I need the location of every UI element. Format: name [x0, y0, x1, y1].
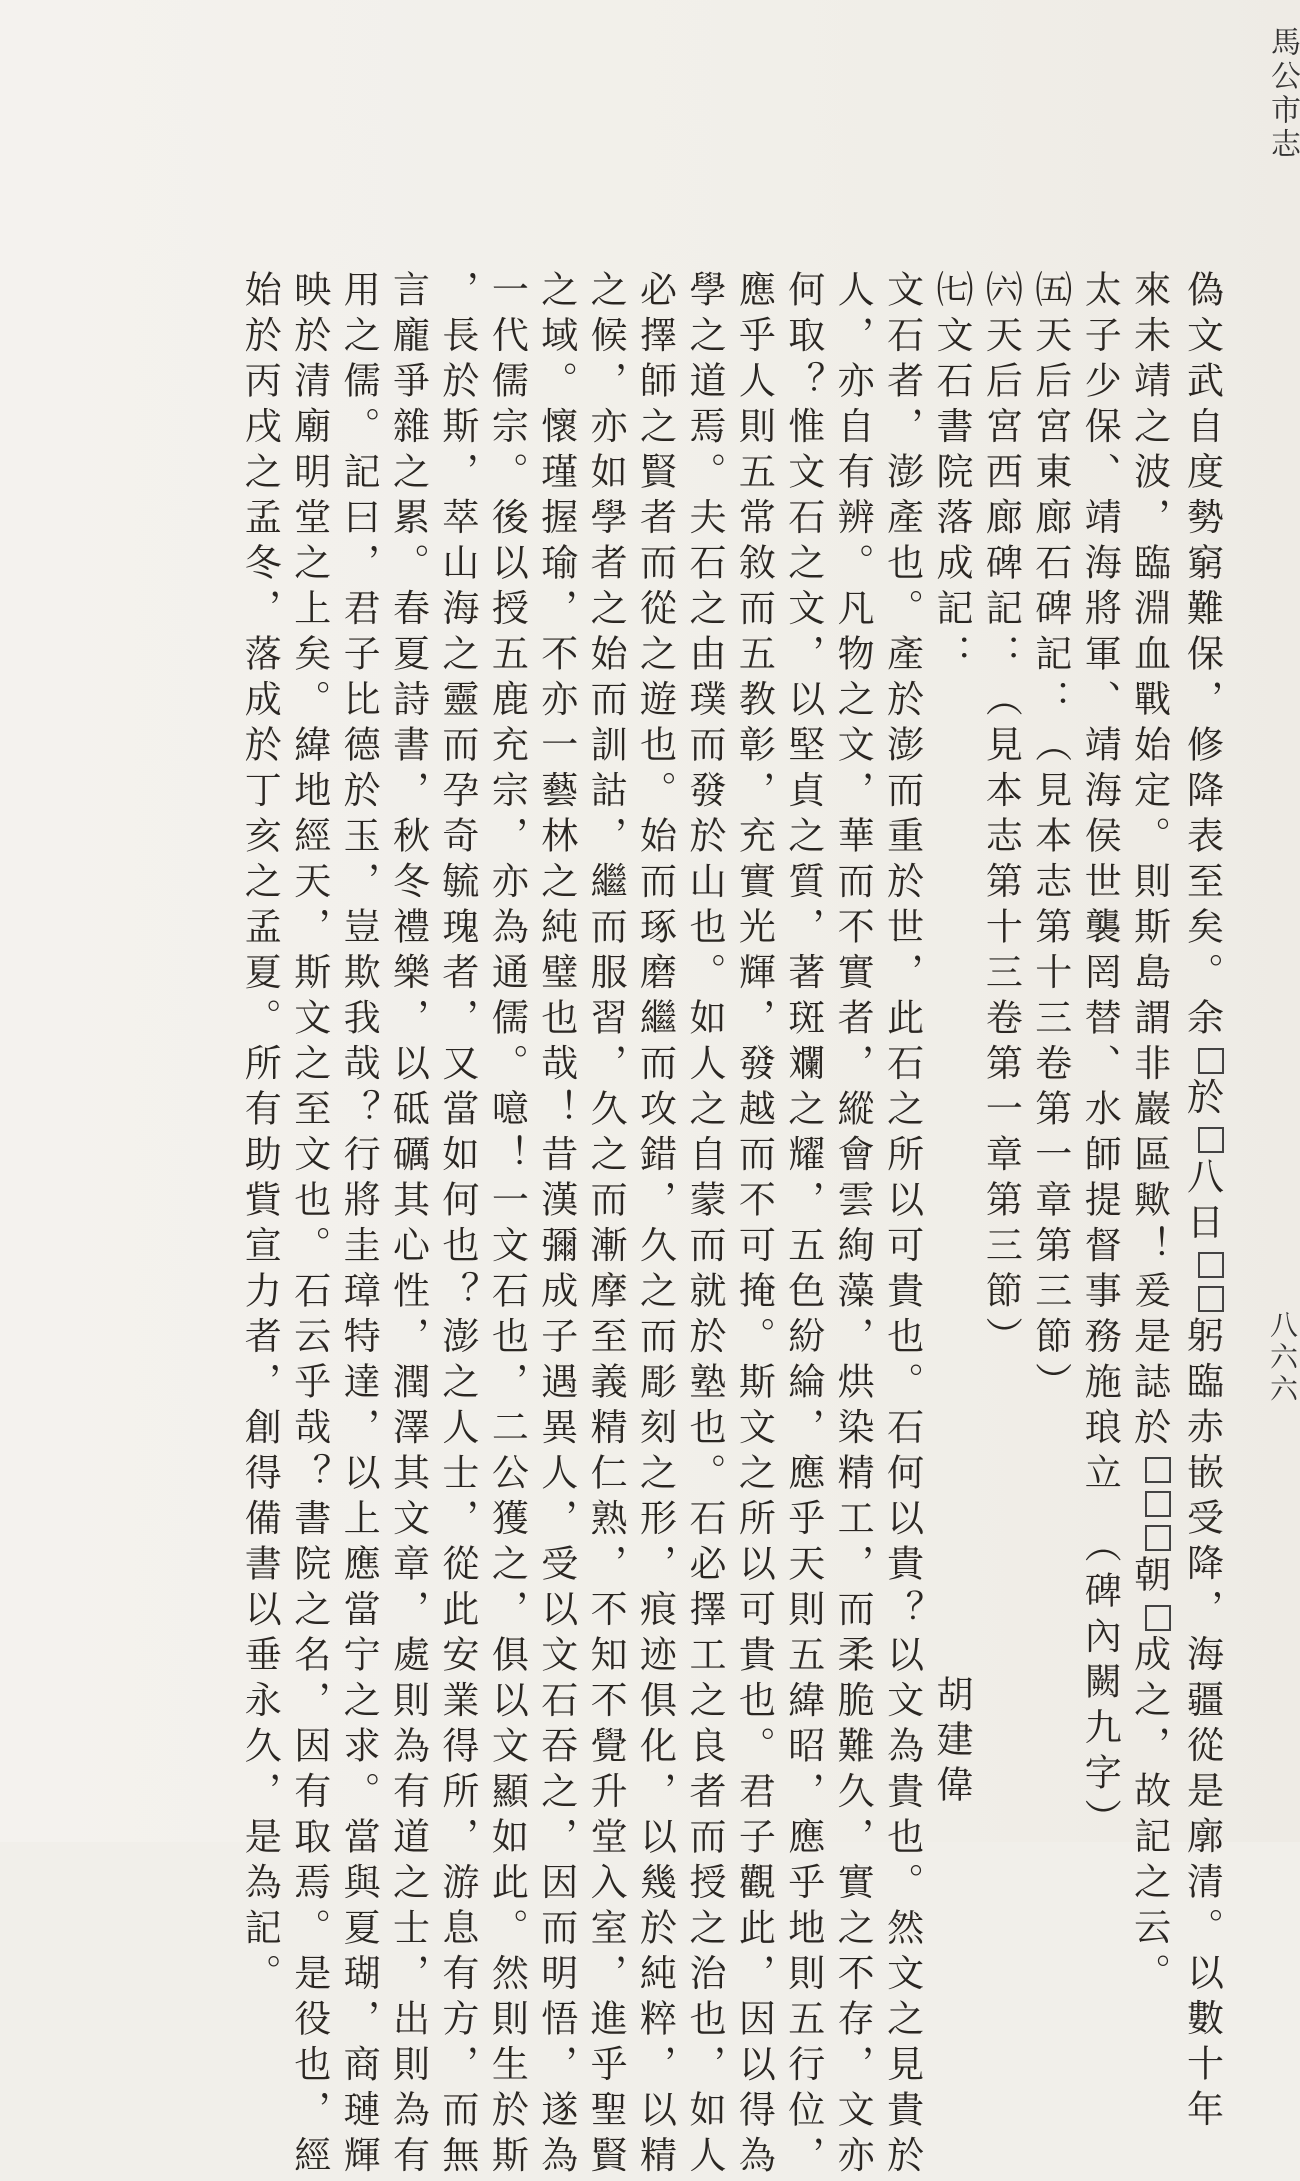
text-run: 用之儒。記曰，君子比德於玉，豈欺我哉？行將圭璋特達，以上應當宁之求。當與夏瑚，商璉輝 — [337, 270, 381, 2181]
text-column — [433, 270, 482, 2181]
text-column — [778, 270, 827, 2181]
text-column — [630, 270, 679, 2181]
text-run: 偽文武自度勢窮難保，修降表至矣。余 — [1180, 270, 1224, 1044]
text-run: 人，亦自有辨。凡物之文，華而不實者，縱會雲絢藻，烘染精工，而柔脆難久，實之不存，文亦 — [831, 270, 875, 2181]
missing-character-box — [1145, 1491, 1171, 1517]
text-column — [927, 270, 976, 1810]
column-text — [1075, 270, 1124, 1844]
text-run: ㈥天后宮西廊碑記：（見本志第十三卷第一章第三節） — [979, 270, 1023, 1362]
text-run: 之候，亦如學者之始而訓詁，繼而服習，久之而漸摩至義精仁熟，不知不覺升堂入室，進乎聖賢 — [584, 270, 628, 2181]
column-text — [581, 270, 630, 2181]
text-run: ㈦文石書院落成記： — [929, 270, 973, 680]
text-column — [729, 270, 778, 2181]
column-text — [877, 270, 926, 2181]
text-column — [531, 270, 580, 2181]
text-run: 文石者，澎產也。產於澎而重於世，此石之所以可貴也。石何以貴？以文為貴也。然文之見貴於 — [880, 270, 924, 2181]
missing-character-box — [1145, 1525, 1171, 1551]
text-column — [1177, 270, 1230, 2135]
column-text — [828, 270, 877, 2181]
page-number: 八六六 — [1266, 1310, 1299, 1406]
column-text — [630, 270, 679, 2181]
missing-character-box — [1145, 1605, 1171, 1631]
text-run: 朝 — [1127, 1555, 1171, 1601]
missing-character-box — [1198, 1252, 1224, 1278]
text-column — [383, 270, 432, 2181]
column-text — [482, 270, 531, 2181]
column-text — [284, 270, 333, 2181]
missing-character-box — [1145, 1457, 1171, 1483]
missing-character-box — [1198, 1286, 1224, 1312]
text-run: 之域。懷瑾握瑜，不亦一藝林之純璧也哉！昔漢彌成子遇異人，受以文石吞之，因而明悟，遂為 — [534, 270, 578, 2181]
text-column — [482, 270, 531, 2181]
column-text — [680, 270, 729, 2181]
text-run: 成之，故記之云。 — [1127, 1634, 1171, 1999]
column-text — [778, 270, 827, 2181]
column-text — [433, 270, 482, 2181]
text-column — [284, 270, 333, 2181]
text-run: 躬臨赤嵌受降，海疆從是廓清。以數十年 — [1180, 1316, 1224, 2135]
column-text — [927, 270, 976, 680]
book-title-header: 馬公市志 — [1265, 26, 1300, 162]
column-text — [976, 270, 1025, 1810]
author-name: 胡建偉 — [929, 1675, 973, 1810]
column-text — [235, 270, 284, 1999]
missing-character-box — [1198, 1048, 1224, 1074]
missing-character-box — [1198, 1127, 1224, 1153]
text-run: ㈤天后宮東廊石碑記：（見本志第十三卷第一章第三節） — [1028, 270, 1072, 1408]
text-column — [828, 270, 877, 2181]
text-column — [1124, 270, 1177, 1999]
column-text — [1124, 270, 1177, 1999]
text-run: 於 — [1180, 1077, 1224, 1123]
text-column — [235, 270, 284, 1999]
text-run: 來未靖之波，臨淵血戰始定。則斯島謂非巖區歟！爰是誌於 — [1127, 270, 1171, 1453]
text-column — [1075, 270, 1124, 1844]
text-column — [976, 270, 1025, 1810]
column-text — [729, 270, 778, 2181]
column-text — [1025, 270, 1074, 1810]
text-column — [877, 270, 926, 2181]
text-run: 應乎人則五常敘而五教彰，充實光輝，發越而不可掩。斯文之所以可貴也。君子觀此，因以得為 — [732, 270, 776, 2181]
text-run: 言龐爭雜之累。春夏詩書，秋冬禮樂，以砥礪其心性，潤澤其文章，處則為有道之士，出則為有 — [386, 270, 430, 2181]
column-text — [383, 270, 432, 2181]
text-run: ，長於斯，萃山海之靈而孕奇毓瑰者，又當如何也？澎之人士，從此安業得所，游息有方，而無 — [435, 270, 479, 2181]
text-run: 八日 — [1180, 1157, 1224, 1248]
column-text — [1177, 270, 1230, 2135]
text-run: 何取？惟文石之文，以堅貞之質，著斑斕之耀，五色紛綸，應乎天則五緯昭，應乎地則五行位， — [781, 270, 825, 2181]
text-run: 始於丙戌之孟冬，落成於丁亥之孟夏。所有助貲宣力者，創得備書以垂永久，是為記。 — [238, 270, 282, 1999]
text-run: 映於清廟明堂之上矣。緯地經天，斯文之至文也。石云乎哉？書院之名，因有取焉。是役也，經 — [287, 270, 331, 2181]
column-text — [334, 270, 383, 2181]
text-column — [334, 270, 383, 2181]
text-run: 必擇師之賢者而從之遊也。始而琢磨繼而攻錯，久之而彫刻之形，痕迹俱化，以幾於純粹，以精 — [633, 270, 677, 2181]
text-column — [1025, 270, 1074, 1810]
column-text — [531, 270, 580, 2181]
text-run: 學之道焉。夫石之由璞而發於山也。如人之自蒙而就於塾也。石必擇工之良者而授之治也，如人 — [682, 270, 726, 2181]
text-column — [680, 270, 729, 2181]
text-column — [581, 270, 630, 2181]
vertical-text-body — [235, 270, 1230, 2181]
text-run: 一代儒宗。後以授五鹿充宗，亦為通儒。噫！一文石也，二公獲之，俱以文顯如此。然則生於斯 — [485, 270, 529, 2181]
text-run: 太子少保、靖海將軍、靖海侯世襲罔替、水師提督事務施琅立 （碑內闕九字） — [1078, 270, 1122, 1844]
